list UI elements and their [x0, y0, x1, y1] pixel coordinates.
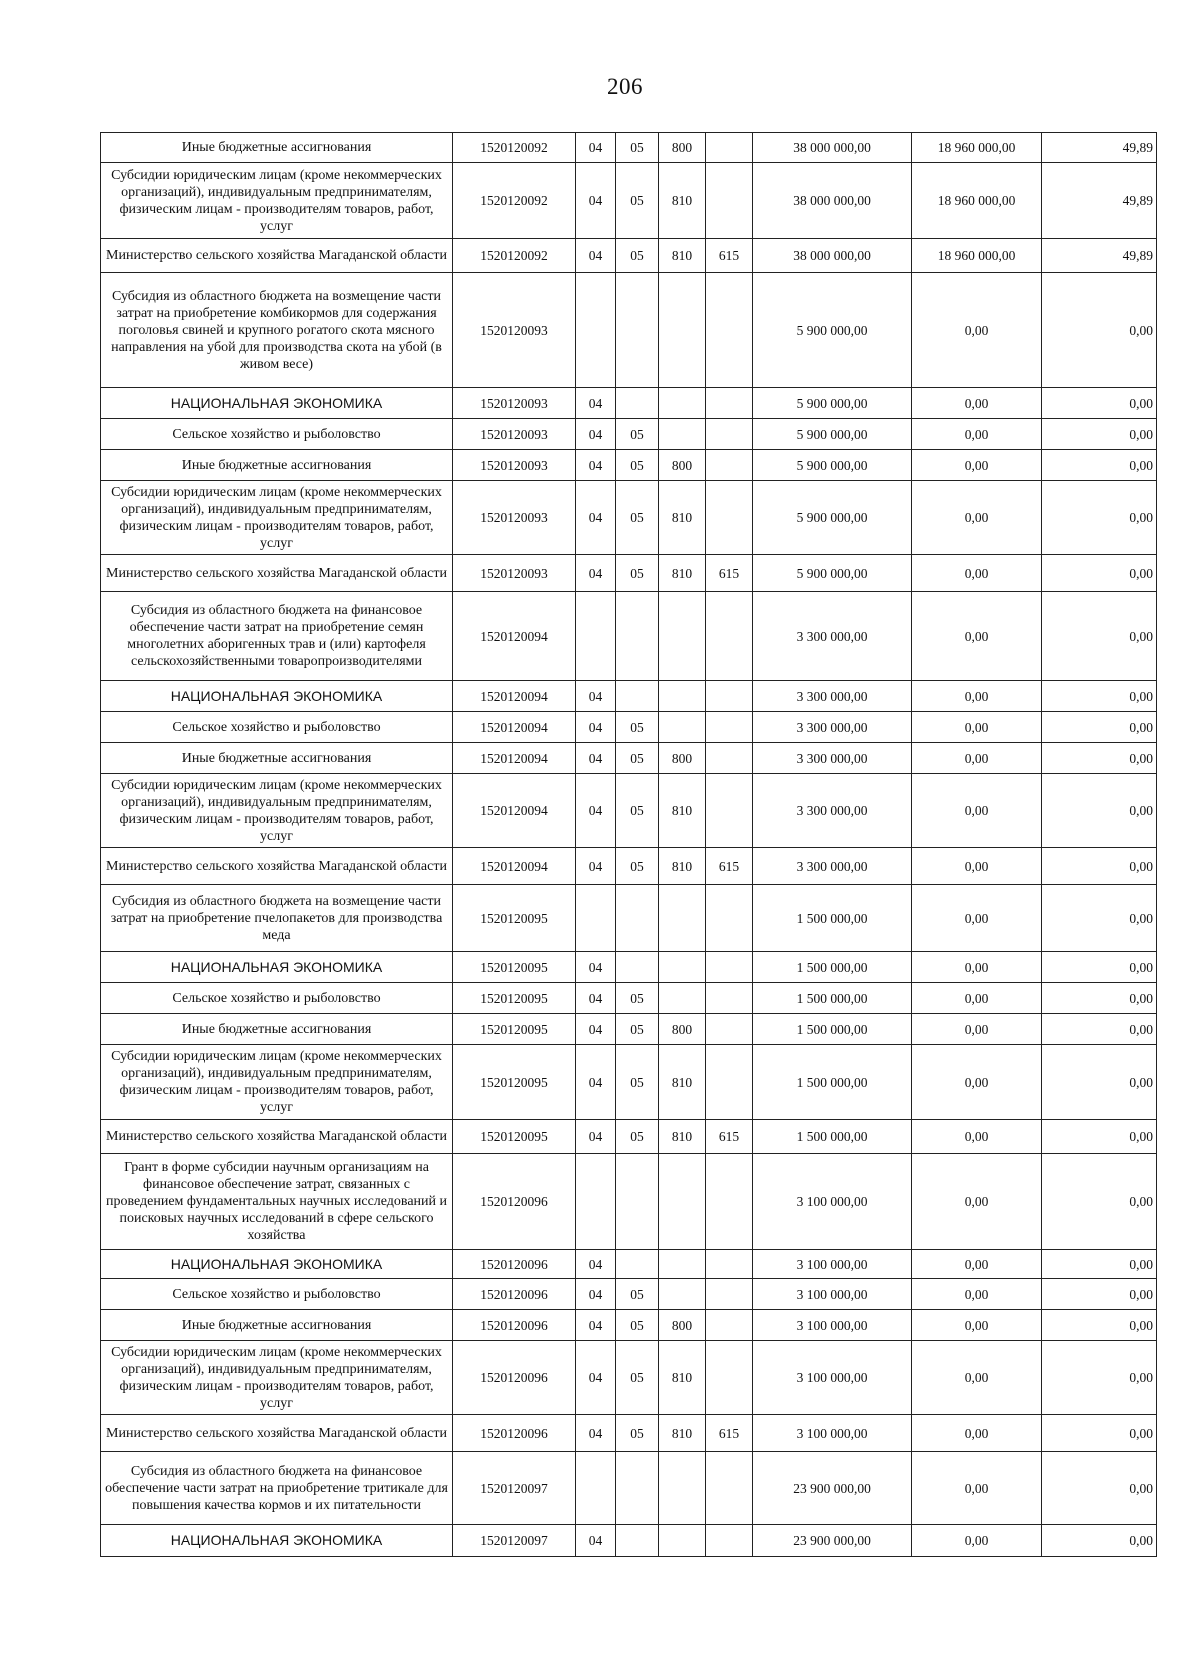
- row-name-cell: Сельское хозяйство и рыболовство: [101, 1279, 453, 1310]
- executed-amount-cell: 0,00: [912, 273, 1042, 388]
- table-body: [101, 133, 1157, 1557]
- plan-amount-cell: 38 000 000,00: [753, 163, 912, 239]
- administrator-cell: [706, 450, 753, 481]
- subsection-cell: 05: [616, 239, 659, 273]
- subsection-cell: [616, 1154, 659, 1250]
- table-row: [101, 681, 1157, 712]
- percent-cell: 0,00: [1042, 592, 1157, 681]
- table-row: [101, 712, 1157, 743]
- percent-cell: 49,89: [1042, 163, 1157, 239]
- executed-amount-cell: 18 960 000,00: [912, 163, 1042, 239]
- target-article-cell: 1520120097: [453, 1452, 576, 1525]
- percent-cell: 49,89: [1042, 133, 1157, 163]
- table-row: [101, 774, 1157, 848]
- administrator-cell: 615: [706, 555, 753, 592]
- table-row: [101, 1341, 1157, 1415]
- executed-amount-cell: 0,00: [912, 743, 1042, 774]
- row-name-cell: Субсидия из областного бюджета на возмещение части затрат на приобретение комбикормов для содержания поголовья свиней и крупного рогатого скота мясного направления на убой для производства скота на убой (в живом весе): [101, 273, 453, 388]
- percent-cell: 0,00: [1042, 1045, 1157, 1120]
- row-name-cell: Иные бюджетные ассигнования: [101, 133, 453, 163]
- administrator-cell: [706, 1525, 753, 1557]
- administrator-cell: [706, 1279, 753, 1310]
- row-name-cell: Субсидия из областного бюджета на возмещение части затрат на приобретение пчелопакетов для производства меда: [101, 885, 453, 952]
- expense-type-cell: [659, 592, 706, 681]
- target-article-cell: 1520120093: [453, 555, 576, 592]
- plan-amount-cell: 3 100 000,00: [753, 1310, 912, 1341]
- row-name-cell: Министерство сельского хозяйства Магаданской области: [101, 555, 453, 592]
- table-row: [101, 419, 1157, 450]
- administrator-cell: [706, 1045, 753, 1120]
- percent-cell: 0,00: [1042, 450, 1157, 481]
- expense-type-cell: 800: [659, 743, 706, 774]
- row-name-cell: Иные бюджетные ассигнования: [101, 450, 453, 481]
- executed-amount-cell: 18 960 000,00: [912, 133, 1042, 163]
- subsection-cell: 05: [616, 1045, 659, 1120]
- executed-amount-cell: 0,00: [912, 1415, 1042, 1452]
- section-cell: 04: [576, 1525, 616, 1557]
- administrator-cell: [706, 1250, 753, 1279]
- row-name-cell: Иные бюджетные ассигнования: [101, 743, 453, 774]
- percent-cell: 0,00: [1042, 419, 1157, 450]
- table-row: [101, 1154, 1157, 1250]
- percent-cell: 0,00: [1042, 712, 1157, 743]
- table-row: [101, 1045, 1157, 1120]
- subsection-cell: [616, 1452, 659, 1525]
- row-name-cell: Министерство сельского хозяйства Магаданской области: [101, 239, 453, 273]
- percent-cell: 0,00: [1042, 885, 1157, 952]
- subsection-cell: [616, 952, 659, 983]
- section-cell: 04: [576, 1120, 616, 1154]
- subsection-cell: 05: [616, 1279, 659, 1310]
- row-name-cell: Субсидия из областного бюджета на финансовое обеспечение части затрат на приобретение тритикале для повышения качества кормов и их питательности: [101, 1452, 453, 1525]
- executed-amount-cell: 0,00: [912, 1452, 1042, 1525]
- row-name-cell: Грант в форме субсидии научным организациям на финансовое обеспечение затрат, связанных с проведением фундаментальных научных исследований и поисковых научных исследований в сфере сельского хозяйства: [101, 1154, 453, 1250]
- administrator-cell: [706, 388, 753, 419]
- plan-amount-cell: 38 000 000,00: [753, 133, 912, 163]
- row-name-cell: Субсидии юридическим лицам (кроме некоммерческих организаций), индивидуальным предпринимателям, физическим лицам - производителям товаров, работ, услуг: [101, 774, 453, 848]
- administrator-cell: 615: [706, 1120, 753, 1154]
- percent-cell: 0,00: [1042, 1452, 1157, 1525]
- plan-amount-cell: 5 900 000,00: [753, 555, 912, 592]
- expense-type-cell: 810: [659, 1415, 706, 1452]
- subsection-cell: 05: [616, 983, 659, 1014]
- plan-amount-cell: 38 000 000,00: [753, 239, 912, 273]
- table-row: [101, 388, 1157, 419]
- percent-cell: 0,00: [1042, 952, 1157, 983]
- executed-amount-cell: 0,00: [912, 1310, 1042, 1341]
- percent-cell: 0,00: [1042, 1154, 1157, 1250]
- administrator-cell: [706, 983, 753, 1014]
- expense-type-cell: 800: [659, 1014, 706, 1045]
- plan-amount-cell: 1 500 000,00: [753, 952, 912, 983]
- target-article-cell: 1520120092: [453, 163, 576, 239]
- table-row: [101, 555, 1157, 592]
- table-row: [101, 1279, 1157, 1310]
- subsection-cell: [616, 592, 659, 681]
- expense-type-cell: [659, 885, 706, 952]
- plan-amount-cell: 3 100 000,00: [753, 1415, 912, 1452]
- row-name-cell: Субсидии юридическим лицам (кроме некоммерческих организаций), индивидуальным предпринимателям, физическим лицам - производителям товаров, работ, услуг: [101, 1045, 453, 1120]
- plan-amount-cell: 3 300 000,00: [753, 774, 912, 848]
- administrator-cell: 615: [706, 239, 753, 273]
- section-cell: 04: [576, 1045, 616, 1120]
- administrator-cell: [706, 481, 753, 555]
- executed-amount-cell: 0,00: [912, 952, 1042, 983]
- subsection-cell: 05: [616, 555, 659, 592]
- section-cell: [576, 1452, 616, 1525]
- executed-amount-cell: 0,00: [912, 1341, 1042, 1415]
- plan-amount-cell: 5 900 000,00: [753, 419, 912, 450]
- table-row: [101, 952, 1157, 983]
- executed-amount-cell: 0,00: [912, 1154, 1042, 1250]
- target-article-cell: 1520120096: [453, 1154, 576, 1250]
- plan-amount-cell: 3 300 000,00: [753, 592, 912, 681]
- table-row: [101, 163, 1157, 239]
- executed-amount-cell: 0,00: [912, 712, 1042, 743]
- expense-type-cell: 810: [659, 163, 706, 239]
- executed-amount-cell: 0,00: [912, 885, 1042, 952]
- section-cell: 04: [576, 952, 616, 983]
- section-cell: 04: [576, 1279, 616, 1310]
- section-cell: 04: [576, 848, 616, 885]
- plan-amount-cell: 23 900 000,00: [753, 1525, 912, 1557]
- row-name-cell: Сельское хозяйство и рыболовство: [101, 419, 453, 450]
- row-name-cell: НАЦИОНАЛЬНАЯ ЭКОНОМИКА: [101, 681, 453, 712]
- plan-amount-cell: 3 100 000,00: [753, 1250, 912, 1279]
- executed-amount-cell: 18 960 000,00: [912, 239, 1042, 273]
- subsection-cell: 05: [616, 1341, 659, 1415]
- table-row: [101, 273, 1157, 388]
- table-row: [101, 1415, 1157, 1452]
- executed-amount-cell: 0,00: [912, 450, 1042, 481]
- row-name-cell: Иные бюджетные ассигнования: [101, 1310, 453, 1341]
- expense-type-cell: [659, 1525, 706, 1557]
- plan-amount-cell: 1 500 000,00: [753, 1045, 912, 1120]
- target-article-cell: 1520120092: [453, 239, 576, 273]
- section-cell: 04: [576, 481, 616, 555]
- row-name-cell: Сельское хозяйство и рыболовство: [101, 712, 453, 743]
- expense-type-cell: 810: [659, 774, 706, 848]
- subsection-cell: 05: [616, 450, 659, 481]
- target-article-cell: 1520120096: [453, 1279, 576, 1310]
- expense-type-cell: 810: [659, 848, 706, 885]
- target-article-cell: 1520120092: [453, 133, 576, 163]
- administrator-cell: [706, 774, 753, 848]
- subsection-cell: 05: [616, 133, 659, 163]
- plan-amount-cell: 3 300 000,00: [753, 681, 912, 712]
- target-article-cell: 1520120095: [453, 1120, 576, 1154]
- percent-cell: 0,00: [1042, 848, 1157, 885]
- administrator-cell: [706, 1452, 753, 1525]
- plan-amount-cell: 3 300 000,00: [753, 848, 912, 885]
- table-row: [101, 1452, 1157, 1525]
- plan-amount-cell: 1 500 000,00: [753, 1014, 912, 1045]
- subsection-cell: 05: [616, 774, 659, 848]
- percent-cell: 0,00: [1042, 273, 1157, 388]
- table-row: [101, 983, 1157, 1014]
- table-row: [101, 1014, 1157, 1045]
- expense-type-cell: 810: [659, 481, 706, 555]
- target-article-cell: 1520120095: [453, 1014, 576, 1045]
- target-article-cell: 1520120093: [453, 273, 576, 388]
- table-row: [101, 592, 1157, 681]
- expense-type-cell: [659, 1154, 706, 1250]
- percent-cell: 0,00: [1042, 1120, 1157, 1154]
- plan-amount-cell: 5 900 000,00: [753, 481, 912, 555]
- subsection-cell: [616, 681, 659, 712]
- plan-amount-cell: 5 900 000,00: [753, 273, 912, 388]
- percent-cell: 0,00: [1042, 983, 1157, 1014]
- administrator-cell: 615: [706, 1415, 753, 1452]
- administrator-cell: [706, 885, 753, 952]
- administrator-cell: [706, 681, 753, 712]
- section-cell: 04: [576, 681, 616, 712]
- budget-table: [100, 132, 1157, 1557]
- subsection-cell: 05: [616, 481, 659, 555]
- administrator-cell: [706, 592, 753, 681]
- expense-type-cell: [659, 952, 706, 983]
- subsection-cell: 05: [616, 163, 659, 239]
- target-article-cell: 1520120095: [453, 885, 576, 952]
- plan-amount-cell: 1 500 000,00: [753, 1120, 912, 1154]
- row-name-cell: Иные бюджетные ассигнования: [101, 1014, 453, 1045]
- percent-cell: 0,00: [1042, 1279, 1157, 1310]
- row-name-cell: Министерство сельского хозяйства Магаданской области: [101, 1120, 453, 1154]
- subsection-cell: 05: [616, 1120, 659, 1154]
- percent-cell: 0,00: [1042, 774, 1157, 848]
- table-row: [101, 1250, 1157, 1279]
- target-article-cell: 1520120093: [453, 481, 576, 555]
- executed-amount-cell: 0,00: [912, 1014, 1042, 1045]
- subsection-cell: [616, 885, 659, 952]
- expense-type-cell: 810: [659, 555, 706, 592]
- target-article-cell: 1520120094: [453, 592, 576, 681]
- target-article-cell: 1520120094: [453, 848, 576, 885]
- executed-amount-cell: 0,00: [912, 983, 1042, 1014]
- executed-amount-cell: 0,00: [912, 481, 1042, 555]
- section-cell: 04: [576, 555, 616, 592]
- target-article-cell: 1520120094: [453, 681, 576, 712]
- row-name-cell: Министерство сельского хозяйства Магаданской области: [101, 848, 453, 885]
- section-cell: 04: [576, 743, 616, 774]
- target-article-cell: 1520120095: [453, 1045, 576, 1120]
- section-cell: [576, 273, 616, 388]
- subsection-cell: [616, 1250, 659, 1279]
- row-name-cell: Субсидии юридическим лицам (кроме некоммерческих организаций), индивидуальным предпринимателям, физическим лицам - производителям товаров, работ, услуг: [101, 1341, 453, 1415]
- plan-amount-cell: 1 500 000,00: [753, 983, 912, 1014]
- subsection-cell: [616, 1525, 659, 1557]
- row-name-cell: НАЦИОНАЛЬНАЯ ЭКОНОМИКА: [101, 1250, 453, 1279]
- administrator-cell: [706, 1154, 753, 1250]
- plan-amount-cell: 1 500 000,00: [753, 885, 912, 952]
- section-cell: 04: [576, 1341, 616, 1415]
- plan-amount-cell: 5 900 000,00: [753, 450, 912, 481]
- expense-type-cell: 800: [659, 450, 706, 481]
- expense-type-cell: 810: [659, 1120, 706, 1154]
- section-cell: 04: [576, 983, 616, 1014]
- subsection-cell: 05: [616, 743, 659, 774]
- plan-amount-cell: 5 900 000,00: [753, 388, 912, 419]
- executed-amount-cell: 0,00: [912, 848, 1042, 885]
- subsection-cell: 05: [616, 1014, 659, 1045]
- expense-type-cell: [659, 1250, 706, 1279]
- target-article-cell: 1520120094: [453, 743, 576, 774]
- expense-type-cell: 810: [659, 1341, 706, 1415]
- executed-amount-cell: 0,00: [912, 681, 1042, 712]
- administrator-cell: [706, 712, 753, 743]
- subsection-cell: [616, 388, 659, 419]
- plan-amount-cell: 23 900 000,00: [753, 1452, 912, 1525]
- administrator-cell: [706, 1014, 753, 1045]
- executed-amount-cell: 0,00: [912, 1045, 1042, 1120]
- percent-cell: 0,00: [1042, 681, 1157, 712]
- administrator-cell: [706, 133, 753, 163]
- percent-cell: 0,00: [1042, 1415, 1157, 1452]
- expense-type-cell: 800: [659, 133, 706, 163]
- section-cell: 04: [576, 774, 616, 848]
- plan-amount-cell: 3 300 000,00: [753, 712, 912, 743]
- table-row: [101, 481, 1157, 555]
- target-article-cell: 1520120096: [453, 1341, 576, 1415]
- expense-type-cell: [659, 681, 706, 712]
- executed-amount-cell: 0,00: [912, 1120, 1042, 1154]
- plan-amount-cell: 3 100 000,00: [753, 1279, 912, 1310]
- table-row: [101, 848, 1157, 885]
- target-article-cell: 1520120096: [453, 1415, 576, 1452]
- percent-cell: 0,00: [1042, 1014, 1157, 1045]
- row-name-cell: Министерство сельского хозяйства Магаданской области: [101, 1415, 453, 1452]
- executed-amount-cell: 0,00: [912, 1250, 1042, 1279]
- table-row: [101, 450, 1157, 481]
- section-cell: 04: [576, 239, 616, 273]
- percent-cell: 0,00: [1042, 1310, 1157, 1341]
- administrator-cell: [706, 1310, 753, 1341]
- expense-type-cell: 810: [659, 1045, 706, 1120]
- subsection-cell: 05: [616, 848, 659, 885]
- percent-cell: 0,00: [1042, 388, 1157, 419]
- target-article-cell: 1520120094: [453, 712, 576, 743]
- target-article-cell: 1520120093: [453, 450, 576, 481]
- table-row: [101, 743, 1157, 774]
- expense-type-cell: [659, 419, 706, 450]
- row-name-cell: Субсидии юридическим лицам (кроме некоммерческих организаций), индивидуальным предпринимателям, физическим лицам - производителям товаров, работ, услуг: [101, 481, 453, 555]
- target-article-cell: 1520120095: [453, 952, 576, 983]
- executed-amount-cell: 0,00: [912, 555, 1042, 592]
- section-cell: 04: [576, 1310, 616, 1341]
- executed-amount-cell: 0,00: [912, 774, 1042, 848]
- administrator-cell: [706, 1341, 753, 1415]
- percent-cell: 0,00: [1042, 1525, 1157, 1557]
- target-article-cell: 1520120097: [453, 1525, 576, 1557]
- executed-amount-cell: 0,00: [912, 1279, 1042, 1310]
- table-row: [101, 1120, 1157, 1154]
- expense-type-cell: [659, 712, 706, 743]
- subsection-cell: 05: [616, 712, 659, 743]
- expense-type-cell: [659, 1452, 706, 1525]
- target-article-cell: 1520120096: [453, 1310, 576, 1341]
- administrator-cell: [706, 743, 753, 774]
- expense-type-cell: [659, 1279, 706, 1310]
- executed-amount-cell: 0,00: [912, 388, 1042, 419]
- section-cell: [576, 1154, 616, 1250]
- expense-type-cell: [659, 388, 706, 419]
- section-cell: 04: [576, 133, 616, 163]
- subsection-cell: [616, 273, 659, 388]
- section-cell: [576, 885, 616, 952]
- target-article-cell: 1520120095: [453, 983, 576, 1014]
- row-name-cell: НАЦИОНАЛЬНАЯ ЭКОНОМИКА: [101, 952, 453, 983]
- section-cell: 04: [576, 450, 616, 481]
- percent-cell: 49,89: [1042, 239, 1157, 273]
- plan-amount-cell: 3 100 000,00: [753, 1341, 912, 1415]
- section-cell: 04: [576, 1415, 616, 1452]
- expense-type-cell: [659, 983, 706, 1014]
- percent-cell: 0,00: [1042, 481, 1157, 555]
- table-row: [101, 1310, 1157, 1341]
- plan-amount-cell: 3 100 000,00: [753, 1154, 912, 1250]
- target-article-cell: 1520120093: [453, 388, 576, 419]
- row-name-cell: Субсидия из областного бюджета на финансовое обеспечение части затрат на приобретение семян многолетних аборигенных трав и (или) картофеля сельскохозяйственными товаропроизводителями: [101, 592, 453, 681]
- section-cell: 04: [576, 712, 616, 743]
- table-row: [101, 1525, 1157, 1557]
- administrator-cell: [706, 952, 753, 983]
- administrator-cell: 615: [706, 848, 753, 885]
- table-row: [101, 133, 1157, 163]
- expense-type-cell: [659, 273, 706, 388]
- administrator-cell: [706, 419, 753, 450]
- section-cell: 04: [576, 388, 616, 419]
- row-name-cell: Субсидии юридическим лицам (кроме некоммерческих организаций), индивидуальным предпринимателям, физическим лицам - производителям товаров, работ, услуг: [101, 163, 453, 239]
- section-cell: 04: [576, 163, 616, 239]
- target-article-cell: 1520120096: [453, 1250, 576, 1279]
- section-cell: [576, 592, 616, 681]
- page-number: 206: [607, 74, 643, 99]
- administrator-cell: [706, 273, 753, 388]
- percent-cell: 0,00: [1042, 555, 1157, 592]
- percent-cell: 0,00: [1042, 743, 1157, 774]
- administrator-cell: [706, 163, 753, 239]
- expense-type-cell: 810: [659, 239, 706, 273]
- target-article-cell: 1520120094: [453, 774, 576, 848]
- section-cell: 04: [576, 1250, 616, 1279]
- row-name-cell: НАЦИОНАЛЬНАЯ ЭКОНОМИКА: [101, 388, 453, 419]
- row-name-cell: Сельское хозяйство и рыболовство: [101, 983, 453, 1014]
- percent-cell: 0,00: [1042, 1341, 1157, 1415]
- table-row: [101, 239, 1157, 273]
- section-cell: 04: [576, 419, 616, 450]
- row-name-cell: НАЦИОНАЛЬНАЯ ЭКОНОМИКА: [101, 1525, 453, 1557]
- subsection-cell: 05: [616, 1415, 659, 1452]
- subsection-cell: 05: [616, 1310, 659, 1341]
- table-row: [101, 885, 1157, 952]
- expense-type-cell: 800: [659, 1310, 706, 1341]
- executed-amount-cell: 0,00: [912, 419, 1042, 450]
- section-cell: 04: [576, 1014, 616, 1045]
- percent-cell: 0,00: [1042, 1250, 1157, 1279]
- subsection-cell: 05: [616, 419, 659, 450]
- target-article-cell: 1520120093: [453, 419, 576, 450]
- executed-amount-cell: 0,00: [912, 592, 1042, 681]
- plan-amount-cell: 3 300 000,00: [753, 743, 912, 774]
- executed-amount-cell: 0,00: [912, 1525, 1042, 1557]
